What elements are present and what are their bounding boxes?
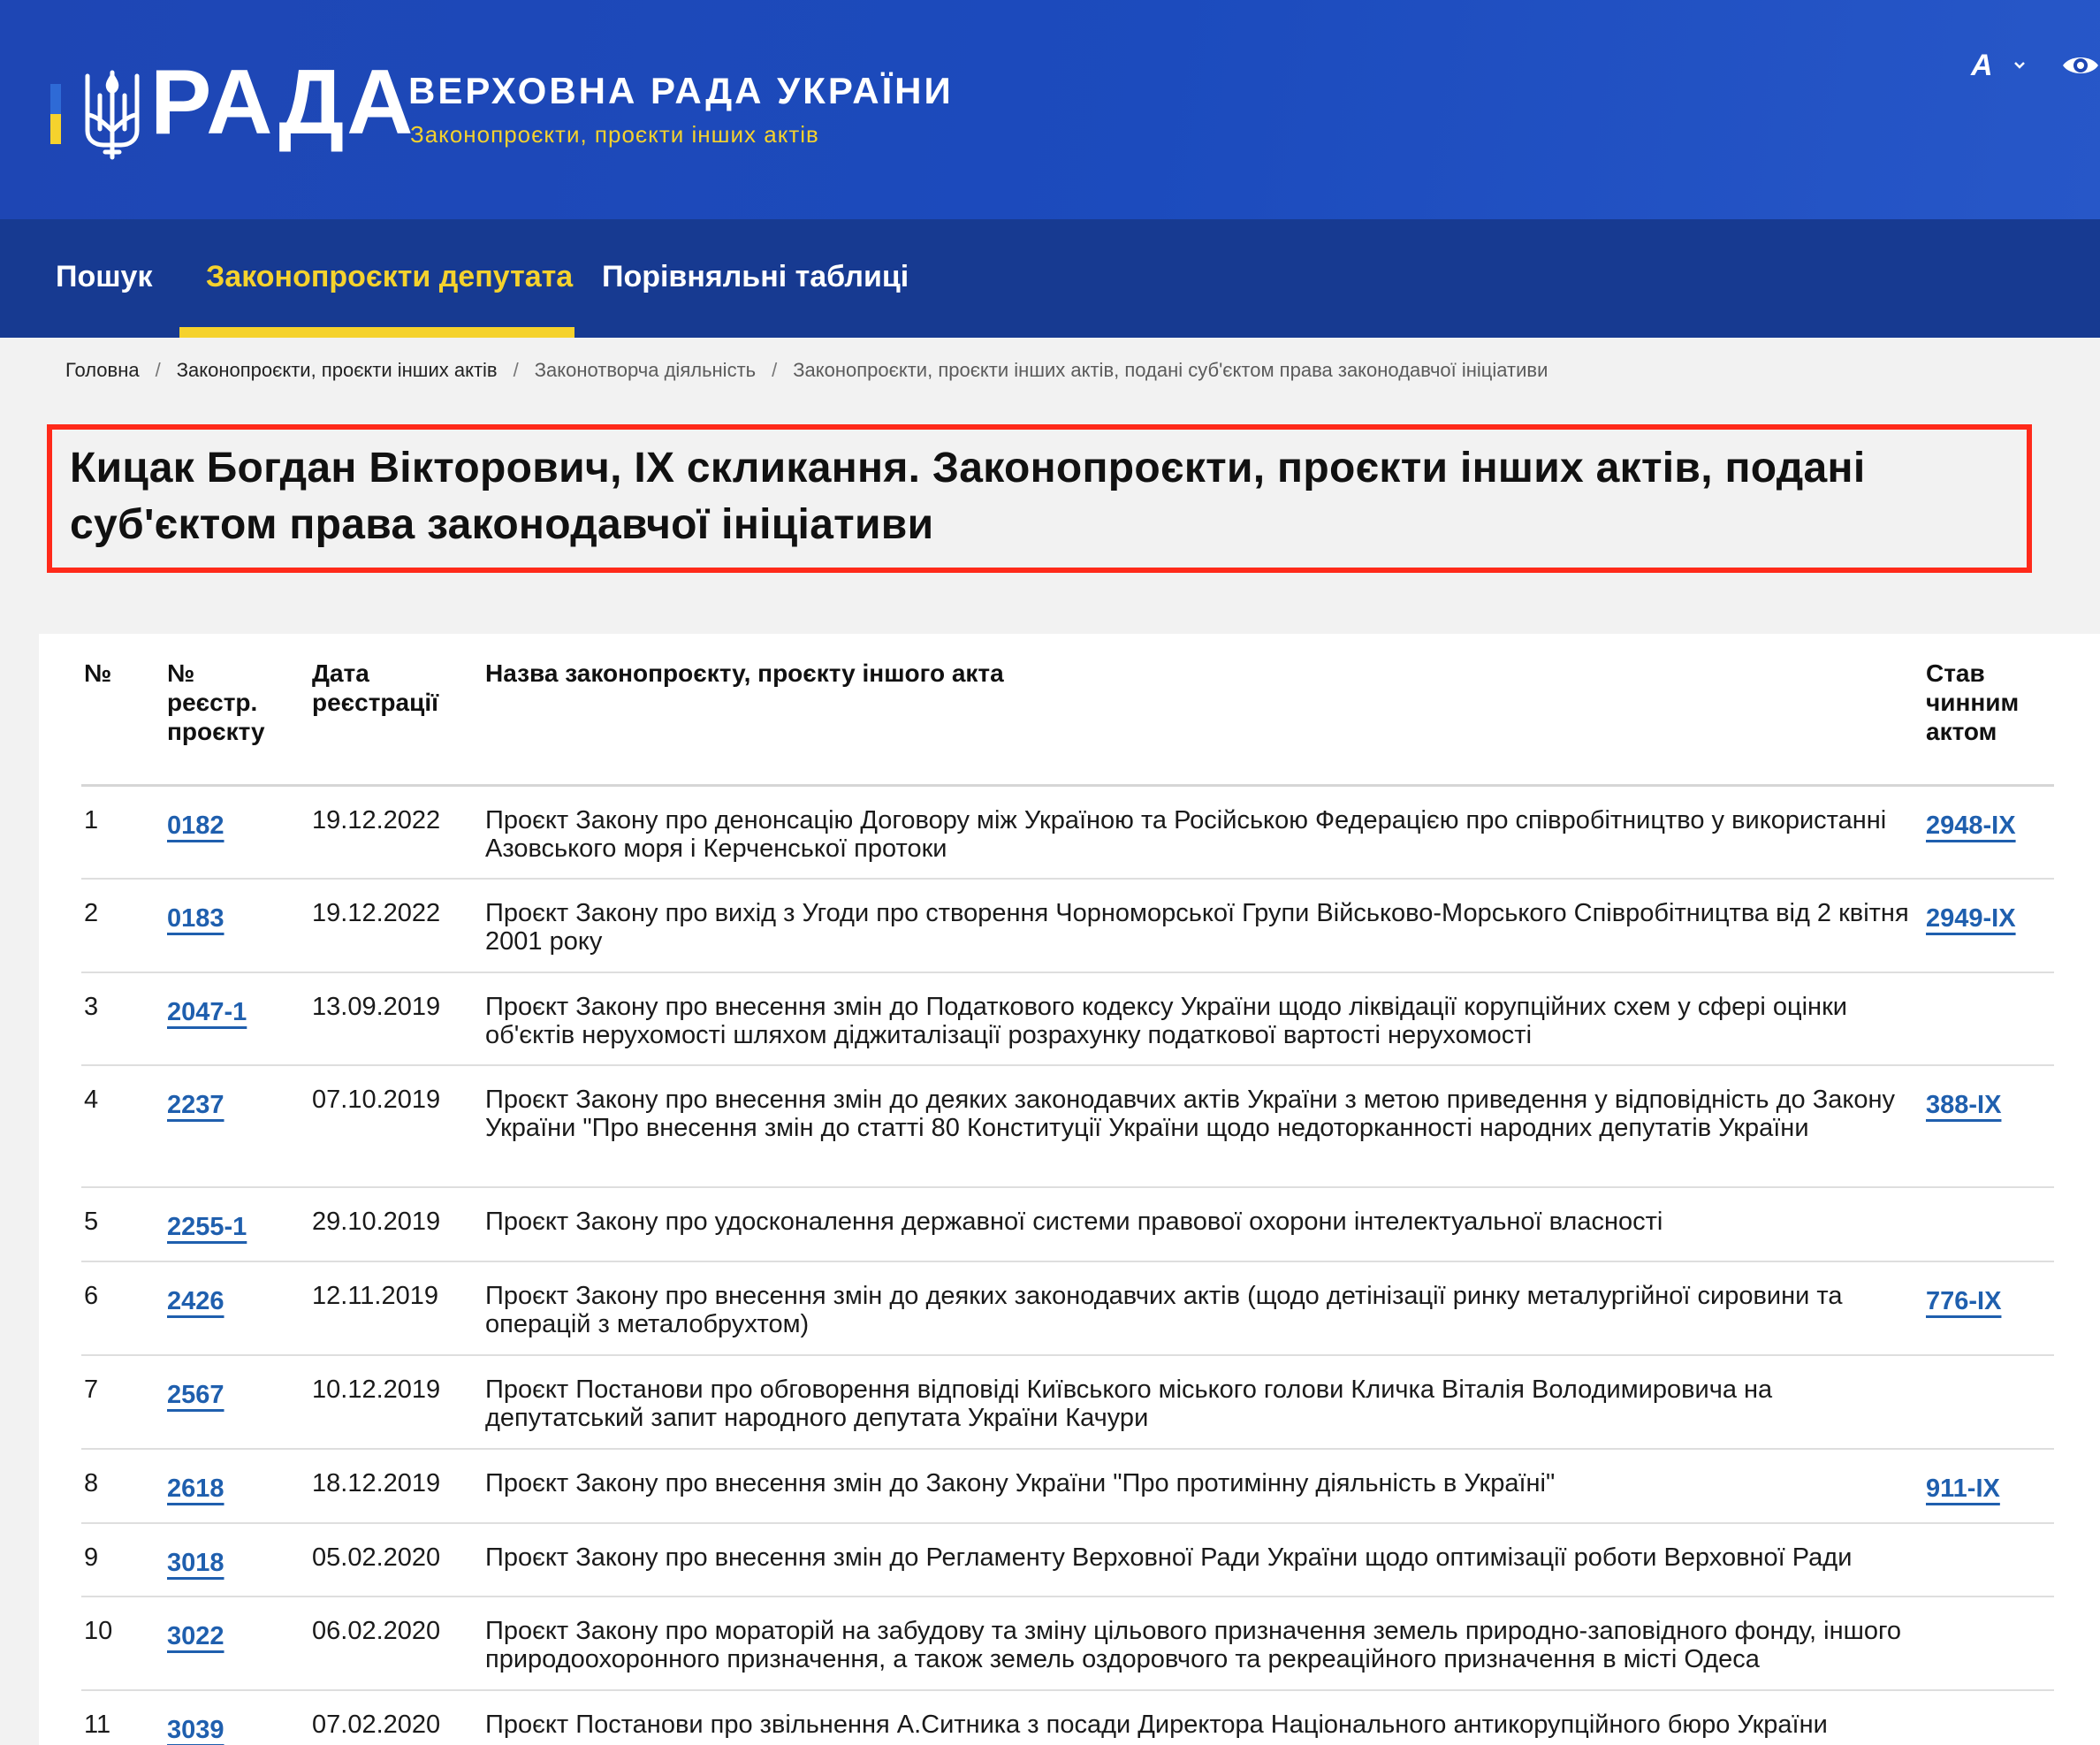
bill-title: Проєкт Закону про мораторій на забудову та зміну цільового призначення земель природно-заповідного фонду, іншого природоохоронного призначення, а також земель оздоровчого та рекреаційного призначення в місті Одеса: [485, 1617, 1902, 1673]
bill-title: Проєкт Закону про денонсацію Договору між Україною та Російською Федерацією про співробітництво у використанні Азовського моря і Керченської протоки: [485, 806, 1887, 863]
column-header-reg-number: № реєстр. проєкту: [167, 659, 265, 745]
table-row: [39, 1524, 2100, 1597]
breadcrumb-current: Законопроєкти, проєкти інших актів, подані суб'єктом права законодавчої ініціативи: [793, 359, 1548, 381]
table-row: [39, 1450, 2100, 1524]
bill-title: Проєкт Закону про внесення змін до Регламенту Верховної Ради України щодо оптимізації роботи Верховної Ради: [485, 1543, 1853, 1572]
reg-number-link[interactable]: 3022: [167, 1622, 224, 1650]
row-number: 7: [84, 1375, 99, 1404]
reg-date: 06.02.2020: [312, 1617, 441, 1645]
nav-active-indicator: [179, 327, 574, 338]
reg-number-link[interactable]: 3039: [167, 1716, 224, 1744]
reg-number-link[interactable]: 2567: [167, 1381, 224, 1409]
bill-title: Проєкт Закону про внесення змін до Податкового кодексу України щодо ліквідації корупційних схем у сфері оцінки об'єктів нерухомості шляхом діджиталізації розрахунку податкової вартості нерухомості: [485, 993, 1847, 1049]
bill-title: Проєкт Закону про внесення змін до деяких законодавчих актів (щодо детінізації ринку металургійної сировини та операцій з металобрухтом): [485, 1282, 1843, 1338]
row-number: 3: [84, 993, 99, 1021]
reg-number-link[interactable]: 2618: [167, 1474, 224, 1503]
table-row: [39, 1691, 2100, 1745]
breadcrumb: Головна / Законопроєкти, проєкти інших актів / Законотворча діяльність / Законопроєкти, проєкти інших актів, подані суб'єктом права законодавчої ініціативи: [65, 359, 1548, 381]
reg-date: 07.10.2019: [312, 1086, 441, 1114]
reg-number-link[interactable]: 2426: [167, 1287, 224, 1315]
flag-stripe-icon: [50, 84, 61, 144]
page-title: Кицак Богдан Вікторович, IX скликання. Законопроєкти, проєкти інших актів, подані суб'єктом права законодавчої ініціативи: [70, 445, 1866, 548]
main-nav: [0, 219, 2100, 338]
page-title-box: [47, 424, 2032, 573]
bill-title: Проєкт Закону про вихід з Угоди про створення Чорноморської Групи Військово-Морського Співробітництва від 2 квітня 2001 року: [485, 899, 1909, 956]
reg-date: 29.10.2019: [312, 1208, 441, 1236]
table-row: [39, 1262, 2100, 1356]
bill-title: Проєкт Закону про внесення змін до деяких законодавчих актів України з метою приведення у відповідність до Закону України "Про внесення змін до статті 80 Конституції України щодо недоторканності народних депутатів України: [485, 1086, 1895, 1142]
table-row: [39, 880, 2100, 973]
column-header-act: Став чинним актом: [1926, 659, 2020, 745]
bill-title: Проєкт Закону про удосконалення державної системи правової охорони інтелектуальної власності: [485, 1208, 1663, 1236]
act-link[interactable]: 911-IX: [1926, 1474, 2000, 1503]
site-logo[interactable]: РАДА: [150, 51, 416, 154]
act-link[interactable]: 2948-IX: [1926, 812, 2016, 840]
table-row: [39, 1066, 2100, 1188]
font-size-toggle[interactable]: [1971, 49, 2029, 84]
reg-date: 19.12.2022: [312, 806, 441, 834]
table-row: [39, 1188, 2100, 1262]
breadcrumb-home[interactable]: Головна: [65, 359, 140, 381]
breadcrumb-lawmaking[interactable]: Законотворча діяльність: [534, 359, 757, 381]
row-number: 8: [84, 1469, 99, 1497]
row-number: 6: [84, 1282, 99, 1310]
reg-number-link[interactable]: 2237: [167, 1091, 224, 1119]
reg-number-link[interactable]: 0182: [167, 812, 224, 840]
site-header: [0, 0, 2100, 219]
reg-number-link[interactable]: 3018: [167, 1549, 224, 1577]
nav-item-deputy-bills[interactable]: Законопроєкти депутата: [206, 260, 574, 293]
row-number: 2: [84, 899, 99, 927]
row-number: 5: [84, 1208, 99, 1236]
font-size-icon: A: [1971, 49, 1993, 82]
column-header-title: Назва законопроєкту, проєкту іншого акта: [485, 659, 1004, 687]
reg-date: 19.12.2022: [312, 899, 441, 927]
site-title[interactable]: ВЕРХОВНА РАДА УКРАЇНИ: [408, 70, 954, 111]
trident-icon[interactable]: [82, 69, 142, 162]
column-header-reg-date: Дата реєстрації: [312, 659, 438, 716]
column-header-number: №: [84, 659, 112, 687]
bill-title: Проєкт Постанови про обговорення відповіді Київського міського голови Кличка Віталія Володимировича на депутатський запит народного депутата України Качури: [485, 1375, 1773, 1432]
row-number: 10: [84, 1617, 113, 1645]
reg-number-link[interactable]: 2255-1: [167, 1213, 247, 1241]
reg-date: 10.12.2019: [312, 1375, 441, 1404]
row-number: 1: [84, 806, 99, 834]
act-link[interactable]: 2949-IX: [1926, 904, 2016, 933]
reg-date: 13.09.2019: [312, 993, 441, 1021]
reg-number-link[interactable]: 0183: [167, 904, 224, 933]
bill-title: Проєкт Постанови про звільнення А.Ситника з посади Директора Національного антикорупційного бюро України: [485, 1711, 1828, 1739]
breadcrumb-bills[interactable]: Законопроєкти, проєкти інших актів: [176, 359, 498, 381]
table-row: [39, 1597, 2100, 1691]
nav-item-comparison-tables[interactable]: Порівняльні таблиці: [602, 260, 909, 293]
table-row: [39, 787, 2100, 880]
eye-icon[interactable]: [2061, 51, 2100, 80]
reg-date: 05.02.2020: [312, 1543, 441, 1572]
row-number: 4: [84, 1086, 99, 1114]
table-row: [39, 1356, 2100, 1450]
act-link[interactable]: 388-IX: [1926, 1091, 2002, 1119]
reg-date: 12.11.2019: [312, 1282, 438, 1310]
site-subtitle: Законопроєкти, проєкти інших актів: [410, 121, 819, 148]
row-number: 9: [84, 1543, 99, 1572]
bill-title: Проєкт Закону про внесення змін до Закону України "Про протимінну діяльність в Україні": [485, 1469, 1556, 1497]
act-link[interactable]: 776-IX: [1926, 1287, 2002, 1315]
chevron-down-icon: [2013, 61, 2026, 70]
row-number: 11: [84, 1711, 111, 1739]
nav-item-search[interactable]: Пошук: [56, 260, 153, 293]
reg-date: 18.12.2019: [312, 1469, 441, 1497]
bills-table: [39, 634, 2100, 1745]
reg-number-link[interactable]: 2047-1: [167, 998, 247, 1026]
reg-date: 07.02.2020: [312, 1711, 441, 1739]
table-row: [39, 973, 2100, 1066]
